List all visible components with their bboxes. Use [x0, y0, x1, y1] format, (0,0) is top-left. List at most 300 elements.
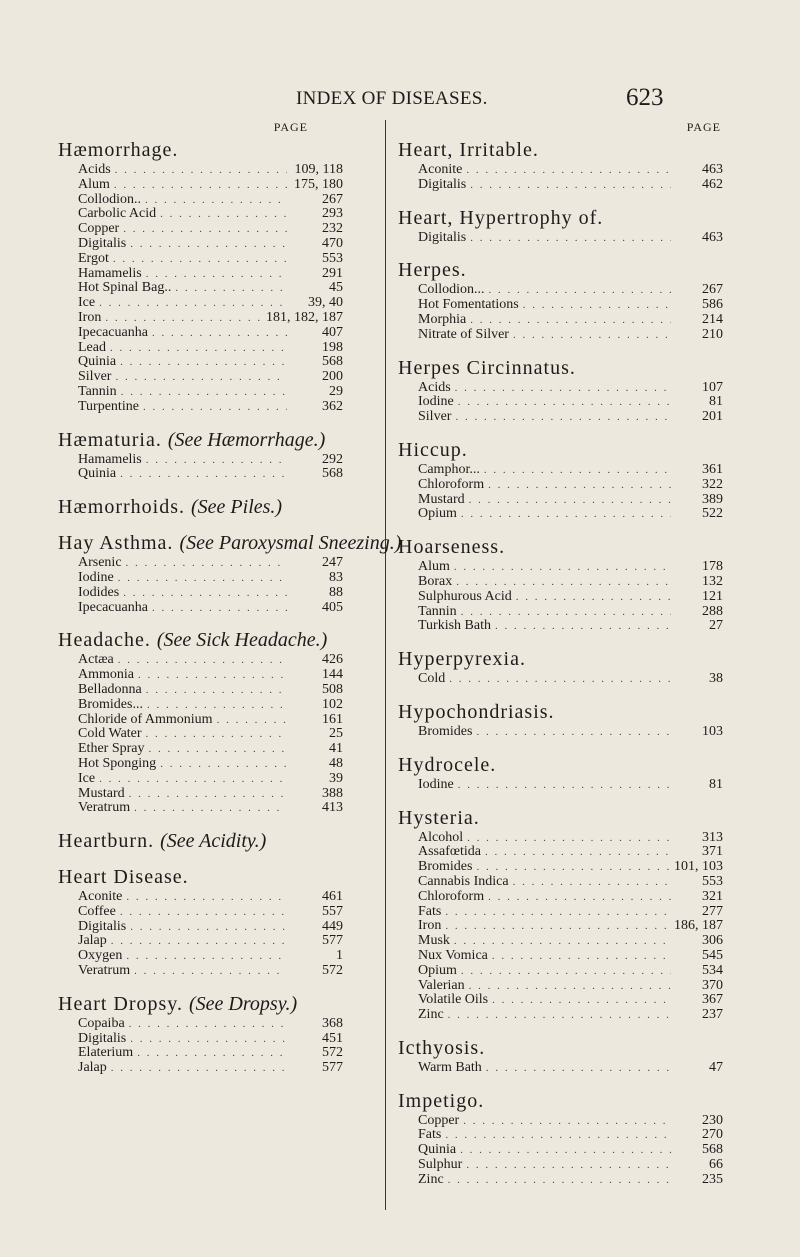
index-entry [418, 560, 738, 575]
entry-pages: 534 [702, 962, 723, 978]
index-entry [78, 311, 403, 326]
leader-dots [134, 668, 287, 683]
leader-dots [441, 905, 671, 920]
leader-dots [148, 326, 287, 341]
index-entry [78, 385, 403, 400]
leader-dots [457, 964, 671, 979]
entry-term: Mustard [78, 785, 125, 801]
leader-dots [126, 237, 287, 252]
entry-term: Iodides [78, 584, 120, 600]
index-section [398, 754, 738, 793]
entry-pages: 586 [702, 297, 723, 313]
heading-text: Hyperpyrexia. [398, 648, 526, 671]
section-heading [398, 1037, 738, 1059]
leader-dots [451, 410, 671, 425]
entry-term: Morphia [418, 311, 467, 327]
leader-dots [466, 178, 671, 193]
entry-term: Digitalis [418, 176, 467, 192]
index-entry [78, 905, 403, 920]
leader-dots [122, 949, 287, 964]
entry-pages: 25 [329, 726, 343, 742]
index-entry [418, 298, 738, 313]
index-entry [78, 252, 403, 267]
entry-term: Opium [418, 962, 457, 978]
entry-term: Fats [418, 903, 442, 919]
index-entry [418, 313, 738, 328]
index-entry [418, 328, 738, 343]
index-entry [418, 1008, 738, 1023]
index-entry [418, 993, 738, 1008]
entry-term: Hamamelis [78, 451, 142, 467]
index-entry [78, 653, 403, 668]
leader-dots [107, 934, 287, 949]
index-entry [78, 453, 403, 468]
leader-dots [457, 507, 671, 522]
leader-dots [119, 586, 287, 601]
entry-term: Tannin [78, 383, 117, 399]
index-entry [78, 586, 403, 601]
index-entry [418, 964, 738, 979]
index-entry [418, 934, 738, 949]
entry-list [78, 1017, 403, 1076]
entry-term: Copper [418, 1112, 460, 1128]
index-entry [78, 296, 403, 311]
index-entry [418, 619, 738, 634]
section-heading [58, 532, 403, 554]
entry-term: Iodine [418, 776, 454, 792]
entry-term: Ice [78, 770, 96, 786]
entry-pages: 553 [702, 873, 723, 889]
section-heading [58, 139, 403, 161]
entry-pages: 568 [702, 1142, 723, 1158]
entry-pages: 230 [702, 1112, 723, 1128]
entry-term: Iron [78, 309, 102, 325]
leader-dots [480, 463, 671, 478]
leader-dots [143, 698, 287, 713]
index-entry [78, 949, 403, 964]
leader-dots [109, 252, 287, 267]
section-heading [398, 439, 738, 461]
entry-term: Cold [418, 671, 446, 687]
leader-dots [116, 905, 287, 920]
leader-dots [144, 742, 287, 757]
leader-dots [171, 281, 287, 296]
index-entry [78, 920, 403, 935]
leader-dots [133, 1046, 287, 1061]
entry-pages: 388 [322, 785, 343, 801]
index-entry [418, 395, 738, 410]
index-entry [418, 463, 738, 478]
entry-pages: 102 [322, 696, 343, 712]
entry-term: Assafœtida [418, 844, 481, 860]
entry-term: Cold Water [78, 726, 142, 742]
entry-pages: 322 [702, 476, 723, 492]
entry-pages: 361 [702, 461, 723, 477]
index-entry [418, 283, 738, 298]
index-section [398, 207, 738, 246]
entry-term: Hot Spinal Bag.. [78, 280, 172, 296]
leader-dots [463, 831, 671, 846]
entry-term: Coffee [78, 903, 116, 919]
leader-dots [141, 193, 287, 208]
entry-pages: 292 [322, 451, 343, 467]
index-entry [418, 478, 738, 493]
index-section [58, 993, 403, 1076]
entry-term: Ice [78, 295, 96, 311]
heading-text: Heart, Hypertrophy of. [398, 206, 604, 229]
leader-dots [441, 919, 671, 934]
entry-list [418, 163, 738, 193]
index-entry [418, 381, 738, 396]
index-entry [418, 1061, 738, 1076]
entry-pages: 132 [702, 573, 723, 589]
leader-dots [111, 370, 287, 385]
index-entry [78, 787, 403, 802]
leader-dots [484, 478, 671, 493]
entry-list [418, 831, 738, 1023]
leader-dots [125, 1017, 287, 1032]
section-heading [398, 357, 738, 379]
section-heading [58, 993, 403, 1015]
entry-term: Turpentine [78, 398, 139, 414]
index-section [58, 866, 403, 979]
entry-term: Chloroform [418, 476, 485, 492]
entry-term: Lead [78, 339, 106, 355]
running-title: INDEX OF DISEASES. [296, 88, 488, 109]
entry-term: Oxygen [78, 948, 123, 964]
entry-list [418, 463, 738, 522]
index-section [398, 648, 738, 687]
index-section [58, 429, 403, 483]
leader-dots [95, 296, 287, 311]
heading-text: Hæmaturia. [58, 428, 162, 451]
index-section [58, 629, 403, 816]
index-entry [78, 163, 403, 178]
leader-dots [122, 556, 287, 571]
entry-pages: 405 [322, 599, 343, 615]
entry-term: Veratrum [78, 800, 131, 816]
leader-dots [142, 727, 287, 742]
leader-dots [444, 1173, 671, 1188]
leader-dots [457, 605, 671, 620]
entry-pages: 462 [702, 176, 723, 192]
leader-dots [454, 395, 671, 410]
entry-term: Cannabis Indica [418, 873, 509, 889]
index-entry [78, 571, 403, 586]
entry-term: Carbolic Acid [78, 206, 157, 222]
entry-term: Ammonia [78, 667, 134, 683]
entry-list [78, 453, 403, 483]
leader-dots [488, 949, 671, 964]
entry-term: Alcohol [418, 829, 464, 845]
entry-pages: 371 [702, 844, 723, 860]
index-entry [418, 605, 738, 620]
entry-pages: 370 [702, 977, 723, 993]
section-heading [398, 754, 738, 776]
index-entry [418, 778, 738, 793]
running-head [0, 84, 800, 116]
leader-dots [456, 1143, 671, 1158]
index-entry [78, 742, 403, 757]
leader-dots [465, 493, 671, 508]
leader-dots [156, 207, 287, 222]
entry-pages: 237 [702, 1007, 723, 1023]
leader-dots [441, 1128, 671, 1143]
entry-term: Digitalis [78, 235, 127, 251]
left-column [58, 120, 403, 1076]
leader-dots [509, 875, 671, 890]
entry-pages: 463 [702, 229, 723, 245]
entry-term: Silver [418, 409, 452, 425]
index-entry [78, 964, 403, 979]
see-reference: (See Hæmorrhage.) [167, 428, 326, 451]
section-heading [398, 536, 738, 558]
entry-term: Bromides... [78, 696, 143, 712]
entry-term: Chloride of Ammonium [78, 711, 213, 727]
leader-dots [111, 163, 287, 178]
section-heading [398, 648, 738, 670]
leader-dots [116, 467, 287, 482]
leader-dots [484, 890, 671, 905]
leader-dots [106, 341, 287, 356]
entry-pages: 27 [709, 618, 723, 634]
entry-pages: 1 [336, 948, 343, 964]
entry-pages: 121 [702, 588, 723, 604]
index-entry [78, 1061, 403, 1076]
leader-dots [126, 1032, 287, 1047]
index-entry [78, 355, 403, 370]
entry-pages: 522 [702, 506, 723, 522]
entry-pages: 277 [702, 903, 723, 919]
entry-term: Hot Fomentations [418, 297, 519, 313]
leader-dots [459, 1114, 671, 1129]
entry-pages: 232 [322, 221, 343, 237]
index-entry [418, 163, 738, 178]
entry-pages: 267 [702, 282, 723, 298]
index-entry [78, 400, 403, 415]
leader-dots [472, 725, 671, 740]
entry-term: Digitalis [78, 1030, 127, 1046]
leader-dots [130, 801, 287, 816]
entry-pages: 568 [322, 466, 343, 482]
entry-pages: 214 [702, 311, 723, 327]
heading-text: Hydrocele. [398, 753, 497, 776]
leader-dots [148, 601, 287, 616]
entry-term: Volatile Oils [418, 992, 489, 1008]
leader-dots [119, 222, 287, 237]
entry-term: Valerian [418, 977, 465, 993]
entry-list [418, 778, 738, 793]
leader-dots [444, 1008, 671, 1023]
leader-dots [125, 787, 287, 802]
entry-term: Veratrum [78, 963, 131, 979]
entry-term: Camphor... [418, 461, 480, 477]
entry-pages: 235 [702, 1171, 723, 1187]
entry-pages: 313 [702, 829, 723, 845]
leader-dots [95, 772, 287, 787]
see-reference: (See Paroxysmal Sneezing.) [179, 532, 402, 555]
leader-dots [488, 993, 671, 1008]
entry-pages: 449 [322, 918, 343, 934]
entry-pages: 572 [322, 963, 343, 979]
entry-term: Hamamelis [78, 265, 142, 281]
entry-pages: 41 [329, 741, 343, 757]
index-entry [78, 222, 403, 237]
section-heading [398, 207, 738, 229]
heading-text: Heart, Irritable. [398, 139, 539, 161]
entry-term: Ether Spray [78, 741, 145, 757]
heading-text: Herpes Circinnatus. [398, 356, 576, 379]
leader-dots [213, 713, 287, 728]
index-entry [418, 890, 738, 905]
entry-pages: 461 [322, 889, 343, 905]
index-entry [78, 1032, 403, 1047]
entry-pages: 88 [329, 584, 343, 600]
leader-dots [466, 313, 671, 328]
leader-dots [481, 845, 671, 860]
entry-term: Iron [418, 918, 442, 934]
entry-pages: 29 [329, 383, 343, 399]
index-entry [78, 934, 403, 949]
entry-pages: 83 [329, 569, 343, 585]
see-reference: (See Sick Headache.) [156, 629, 328, 652]
section-heading [58, 496, 403, 518]
section-heading [398, 701, 738, 723]
entry-pages: 144 [322, 667, 343, 683]
entry-term: Chloroform [418, 888, 485, 904]
section-heading [398, 1090, 738, 1112]
leader-dots [126, 920, 287, 935]
index-entry [418, 860, 738, 875]
entry-term: Borax [418, 573, 453, 589]
leader-dots [114, 653, 287, 668]
leader-dots [130, 964, 287, 979]
index-entry [78, 370, 403, 385]
index-entry [418, 410, 738, 425]
entry-pages: 247 [322, 555, 343, 571]
leader-dots [156, 757, 287, 772]
heading-text: Impetigo. [398, 1089, 485, 1112]
index-entry [418, 1173, 738, 1188]
leader-dots [142, 453, 287, 468]
entry-term: Collodion.. [78, 191, 142, 207]
entry-pages: 200 [322, 369, 343, 385]
entry-pages: 66 [709, 1157, 723, 1173]
index-entry [78, 801, 403, 816]
leader-dots [485, 283, 671, 298]
entry-term: Warm Bath [418, 1059, 482, 1075]
index-section [398, 701, 738, 740]
entry-term: Ergot [78, 250, 109, 266]
entry-pages: 47 [709, 1059, 723, 1075]
entry-pages: 321 [702, 888, 723, 904]
page-number: 623 [626, 84, 664, 111]
entry-pages: 186, 187 [674, 918, 723, 934]
leader-dots [482, 1061, 671, 1076]
leader-dots [450, 934, 671, 949]
entry-list [418, 283, 738, 342]
entry-term: Aconite [418, 162, 463, 177]
see-reference: (See Dropsy.) [189, 992, 298, 1015]
index-entry [418, 1114, 738, 1129]
entry-term: Ipecacuanha [78, 599, 148, 615]
index-section [58, 532, 403, 615]
index-entry [78, 772, 403, 787]
index-entry [418, 725, 738, 740]
heading-text: Headache. [58, 629, 151, 652]
entry-pages: 201 [702, 409, 723, 425]
entry-term: Alum [418, 559, 450, 575]
entry-pages: 577 [322, 1060, 343, 1076]
entry-pages: 413 [322, 800, 343, 816]
entry-pages: 389 [702, 491, 723, 507]
entry-term: Digitalis [78, 918, 127, 934]
index-entry [418, 905, 738, 920]
entry-term: Zinc [418, 1007, 444, 1023]
entry-pages: 161 [322, 711, 343, 727]
entry-term: Bromides [418, 859, 473, 875]
entry-pages: 451 [322, 1030, 343, 1046]
index-entry [78, 668, 403, 683]
heading-text: Hæmorrhage. [58, 139, 179, 161]
entry-pages: 39 [329, 770, 343, 786]
heading-text: Heart Disease. [58, 866, 189, 889]
entry-pages: 291 [322, 265, 343, 281]
entry-list [418, 231, 738, 246]
entry-pages: 463 [702, 162, 723, 177]
entry-pages: 426 [322, 652, 343, 668]
entry-pages: 81 [709, 776, 723, 792]
entry-pages: 198 [322, 339, 343, 355]
index-entry [418, 590, 738, 605]
entry-list [418, 1114, 738, 1188]
index-section [58, 139, 403, 415]
index-entry [418, 875, 738, 890]
index-entry [78, 698, 403, 713]
entry-term: Sulphur [418, 1157, 463, 1173]
index-entry [78, 467, 403, 482]
index-entry [78, 178, 403, 193]
index-entry [78, 193, 403, 208]
leader-dots [116, 355, 287, 370]
index-entry [78, 757, 403, 772]
index-entry [418, 575, 738, 590]
index-entry [78, 1046, 403, 1061]
section-heading [398, 139, 738, 161]
index-entry [78, 341, 403, 356]
entry-pages: 109, 118 [294, 162, 343, 177]
entry-list [78, 653, 403, 816]
leader-dots [122, 890, 287, 905]
entry-pages: 293 [322, 206, 343, 222]
leader-dots [509, 328, 671, 343]
see-reference: (See Acidity.) [160, 830, 267, 853]
index-section [58, 830, 403, 852]
see-reference: (See Piles.) [191, 496, 283, 519]
index-entry [78, 601, 403, 616]
index-entry [418, 979, 738, 994]
entry-pages: 362 [322, 398, 343, 414]
entry-pages: 175, 180 [294, 176, 343, 192]
entry-term: Jalap [78, 933, 107, 949]
index-entry [418, 845, 738, 860]
index-section [58, 496, 403, 518]
entry-pages: 407 [322, 324, 343, 340]
entry-term: Hot Sponging [78, 755, 157, 771]
entry-term: Fats [418, 1127, 442, 1143]
entry-term: Nux Vomica [418, 947, 488, 963]
leader-dots [450, 560, 671, 575]
